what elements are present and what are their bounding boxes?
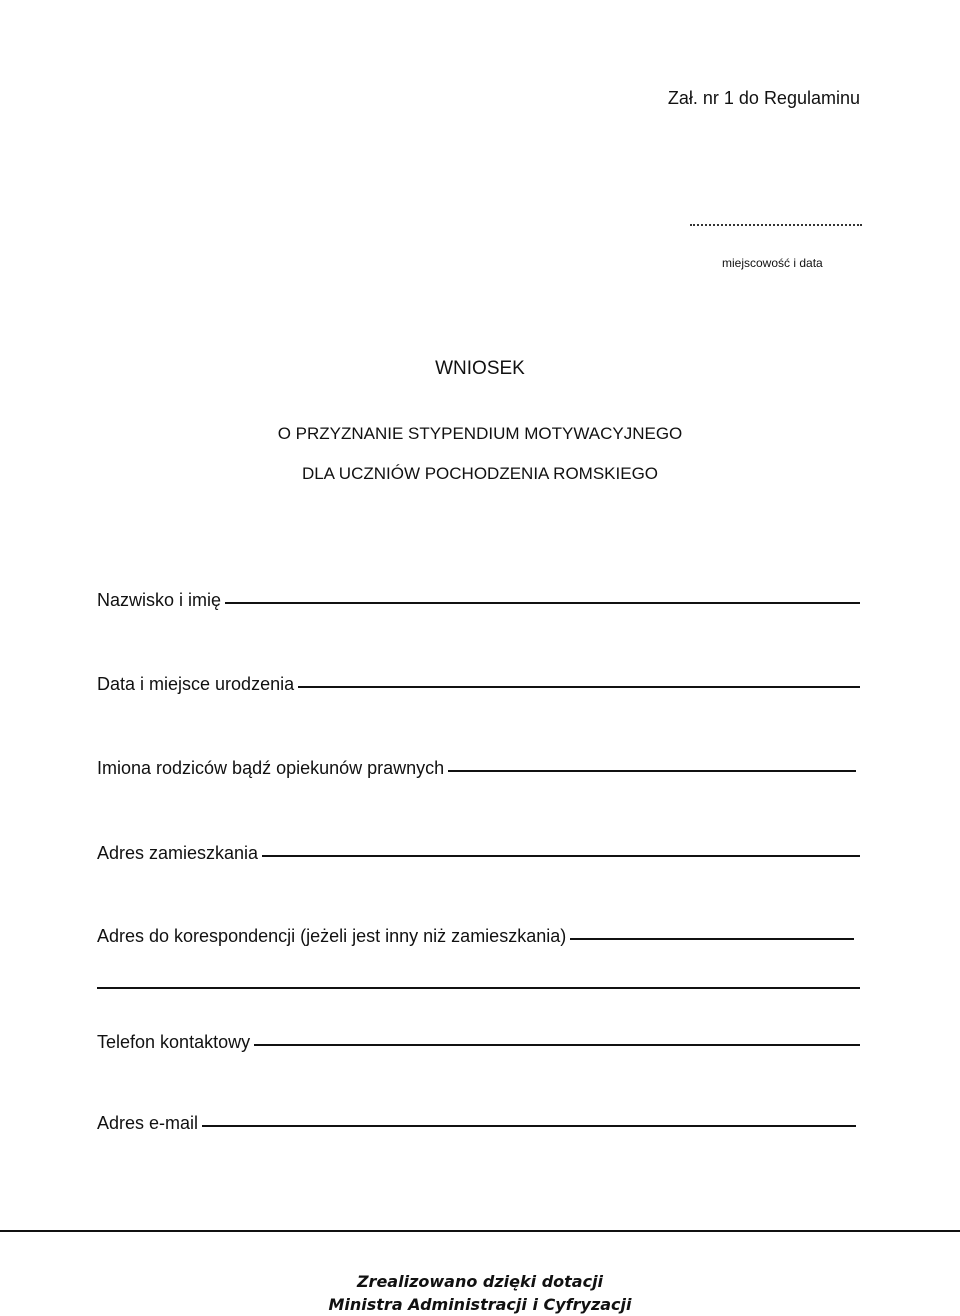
form-title: WNIOSEK xyxy=(435,358,525,379)
footer-funding-line-2: Ministra Administracji i Cyfryzacji xyxy=(328,1295,632,1314)
field-label: Adres zamieszkania xyxy=(97,843,259,863)
field-birth-date-place xyxy=(97,674,860,695)
field-parents-names xyxy=(97,758,856,779)
place-date-line[interactable] xyxy=(690,224,862,226)
footer-divider xyxy=(0,1230,960,1232)
full-name-input-line[interactable] xyxy=(225,601,860,604)
field-correspondence-address xyxy=(97,926,854,947)
footer-funding-line-1: Zrealizowano dzięki dotacji xyxy=(356,1272,604,1291)
field-label: Imiona rodziców bądź opiekunów prawnych xyxy=(97,758,445,778)
field-label: Nazwisko i imię xyxy=(97,590,222,610)
place-date-caption: miejscowość i data xyxy=(722,256,823,270)
field-label: Telefon kontaktowy xyxy=(97,1032,251,1052)
correspondence-address-input-line[interactable] xyxy=(570,937,854,940)
correspondence-address-second-line[interactable] xyxy=(97,987,860,989)
parents-names-input-line[interactable] xyxy=(448,769,856,772)
field-home-address xyxy=(97,843,860,864)
field-phone xyxy=(97,1032,860,1053)
phone-input-line[interactable] xyxy=(254,1043,860,1046)
email-input-line[interactable] xyxy=(202,1124,856,1127)
attachment-note: Zał. nr 1 do Regulaminu xyxy=(667,88,860,108)
birth-date-place-input-line[interactable] xyxy=(298,685,860,688)
field-full-name xyxy=(97,590,860,611)
field-label: Adres do korespondencji (jeżeli jest inny niż zamieszkania) xyxy=(97,926,567,946)
field-label: Data i miejsce urodzenia xyxy=(97,674,295,694)
home-address-input-line[interactable] xyxy=(262,854,860,857)
field-email xyxy=(97,1113,856,1134)
form-subtitle-line-1: O PRZYZNANIE STYPENDIUM MOTYWACYJNEGO xyxy=(277,424,683,443)
form-subtitle-line-2: DLA UCZNIÓW POCHODZENIA ROMSKIEGO xyxy=(301,464,659,483)
field-label: Adres e-mail xyxy=(97,1113,199,1133)
